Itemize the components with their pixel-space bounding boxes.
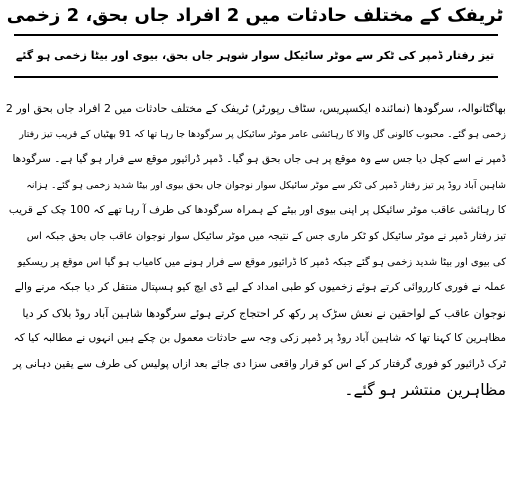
article-line: کی بیوی اور بیٹا شدید زخمی ہو گئے جبکہ ڈمپر کا ڈرائیور موقع سے فرار ہونے میں کامیاب ہو گیا اس موقع پر ریسکیو	[17, 256, 506, 268]
article-line: مظاہرین کا کہنا تھا کہ شاہین آباد روڈ پر ڈمپر زکی وجہ سے حادثات معمول بن چکے ہیں انہوں نے مطالبہ کیا کہ	[13, 332, 506, 345]
headline-divider	[14, 34, 498, 36]
article-line: ڈمپر نے اسے کچل دیا جس سے وہ موقع پر ہی جاں بحق ہو گیا۔ ڈمپر ڈرائیور موقع سے فرار ہو گیا ہے۔ سرگودھا	[12, 153, 506, 166]
subheadline-divider	[14, 76, 498, 78]
article-line: ٹرک ڈرائیور کو فوری گرفتار کر کے اس کو قرار واقعی سزا دی جائے بعد ازاں پولیس کی طرف سے یقین دہانی پر	[13, 357, 506, 370]
article-line: شاہین آباد روڈ پر تیز رفتار ڈمپر کی ٹکر سے موٹر سائیکل سوار نوجوان جاں بحق بیوی اور بیٹا شدید زخمی ہو گئے۔ ہزانہ	[26, 179, 506, 191]
headline: ٹریفک کے مختلف حادثات میں 2 افراد جاں بحق، 2 زخمی	[6, 5, 504, 26]
article-line: زخمی ہو گئے۔ محبوب کالونی گل والا کا رہائشی عامر موٹر سائیکل پر سرگودھا جا رہا تھا کہ 91 بھٹیاں کے قریب تیز رفتار	[19, 128, 506, 140]
article-line: کا رہائشی عاقب موٹر سائیکل پر اپنی بیوی اور بیٹے کے ہمراہ سرگودھا کی طرف آ رہا تھے کہ 100 چک کے قریب	[8, 204, 506, 217]
article-line: بھاگٹانوالہ، سرگودھا (نمائندہ ایکسپریس، سٹاف رپورٹر) ٹریفک کے مختلف حادثات میں 2 افراد جاں بحق اور 2	[6, 102, 506, 115]
article-line: نوجوان عاقب کے لواحقین نے نعش سڑک پر رکھ کر احتجاج کرتے ہوئے سرگودھا شاہین آباد روڈ بلاک کر دیا	[22, 306, 506, 320]
article-body	[6, 96, 506, 403]
subheadline: تیز رفتار ڈمپر کی ٹکر سے موٹر سائیکل سوار شوہر جاں بحق، بیوی اور بیٹا زخمی ہو گئے	[15, 49, 495, 62]
article-line: مظاہرین منتشر ہو گئے۔	[344, 380, 506, 399]
article-line: عملہ نے فوری کارروائی کرتے ہوئے زخمیوں کو طبی امداد کے لیے ڈی ایچ کیو ہسپتال منتقل کر دیا جبکہ مرنے والے	[14, 281, 506, 294]
article-line: تیز رفتار ڈمپر نے موٹر سائیکل کو ٹکر ماری جس کے نتیجہ میں موٹر سائیکل سوار نوجوان عاقب جاں بحق جبکہ اس	[26, 230, 506, 242]
